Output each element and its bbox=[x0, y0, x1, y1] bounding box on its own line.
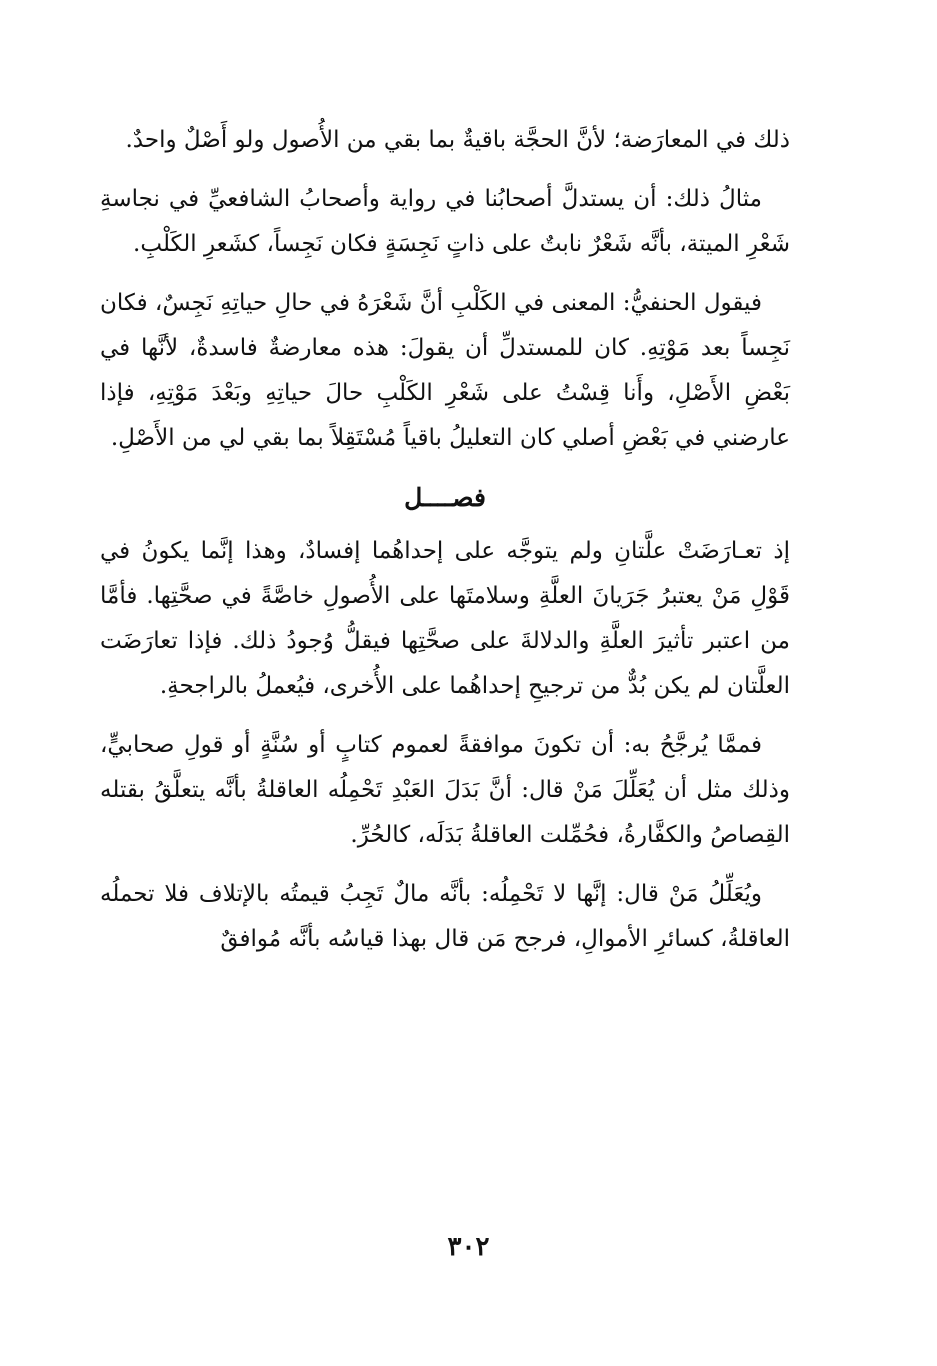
document-page bbox=[100, 118, 790, 1318]
paragraph-3: فيقول الحنفيُّ: المعنى في الكَلْبِ أنَّ شَعْرَهُ في حالِ حياتِهِ نَجِسٌ، فكان نَجِساً بعد مَوْتِهِ. كان للمستدلِّ أن يقولَ: هذه معارضةٌ فاسدةٌ، لأنَّها في بَعْضِ الأَصْلِ، وأَنا قِسْتُ على شَعْرِ الكَلْبِ حالَ حياتِهِ وبَعْدَ مَوْتِهِ، فإذا عارضني في بَعْضِ أصلي كان التعليلُ باقياً مُسْتَقِلاً بما بقي لي من الأَصْلِ. bbox=[100, 290, 790, 451]
paragraph-4: إذ تعـارَضَتْ علَّتانِ ولم يتوجَّه على إحداهُما إفسادٌ، وهذا إنَّما يكونُ في قَوْلِ مَنْ يعتبرُ جَرَيانَ العلَّةِ وسلامتَها على الأُصولِ خاصَّةً في صحَّتِها. فأمَّا من اعتبر تأثيرَ العلَّةِ والدلالةَ على صحَّتِها فيقلُّ وُجودُ ذلك. فإذا تعارَضَت العلَّتان لم يكن بُدٌّ من ترجيحِ إحداهُما على الأُخرى، فيُعملُ بالراجحةِ. bbox=[100, 538, 790, 699]
section-heading: فصــــل bbox=[404, 483, 486, 512]
paragraph-2: مثالُ ذلك: أن يستدلَّ أصحابُنا في رواية وأصحابُ الشافعيِّ في نجاسةِ شَعْرِ الميتة، بأنَّه شَعْرٌ نابتٌ على ذاتٍ نَجِسَةٍ فكان نَجِساً، كشَعرِ الكَلْبِ. bbox=[100, 186, 790, 257]
page-number: ٣٠٢ bbox=[447, 1232, 490, 1262]
paragraph-1: ذلك في المعارَضة؛ لأنَّ الحجَّة باقيةٌ بما بقي من الأُصول ولو أَصْلٌ واحدٌ. bbox=[125, 127, 790, 153]
paragraph-5: فممَّا يُرجَّحُ به: أن تكونَ موافقةً لعموم كتابٍ أو سُنَّةٍ أو قولِ صحابيٍّ، وذلك مثل أن يُعَلِّلَ مَنْ قال: أنَّ بَدَلَ العَبْدِ تَحْمِلُه العاقلةُ بأنَّه يتعلَّقُ بقتله القِصاصُ والكفَّارةُ، فحُمِّلت العاقلةُ بَدَلَه، كالحُرِّ. bbox=[100, 732, 790, 848]
paragraph-6: ويُعَلِّلُ مَنْ قال: إنَّها لا تَحْمِلُه: بأنَّه مالٌ تَجِبُ قيمتُه بالإتلاف فلا تحملُه العاقلةُ، كسائرِ الأموالِ، فرجح مَن قال بهذا قياسُه بأنَّه مُوافقٌ bbox=[100, 881, 790, 952]
